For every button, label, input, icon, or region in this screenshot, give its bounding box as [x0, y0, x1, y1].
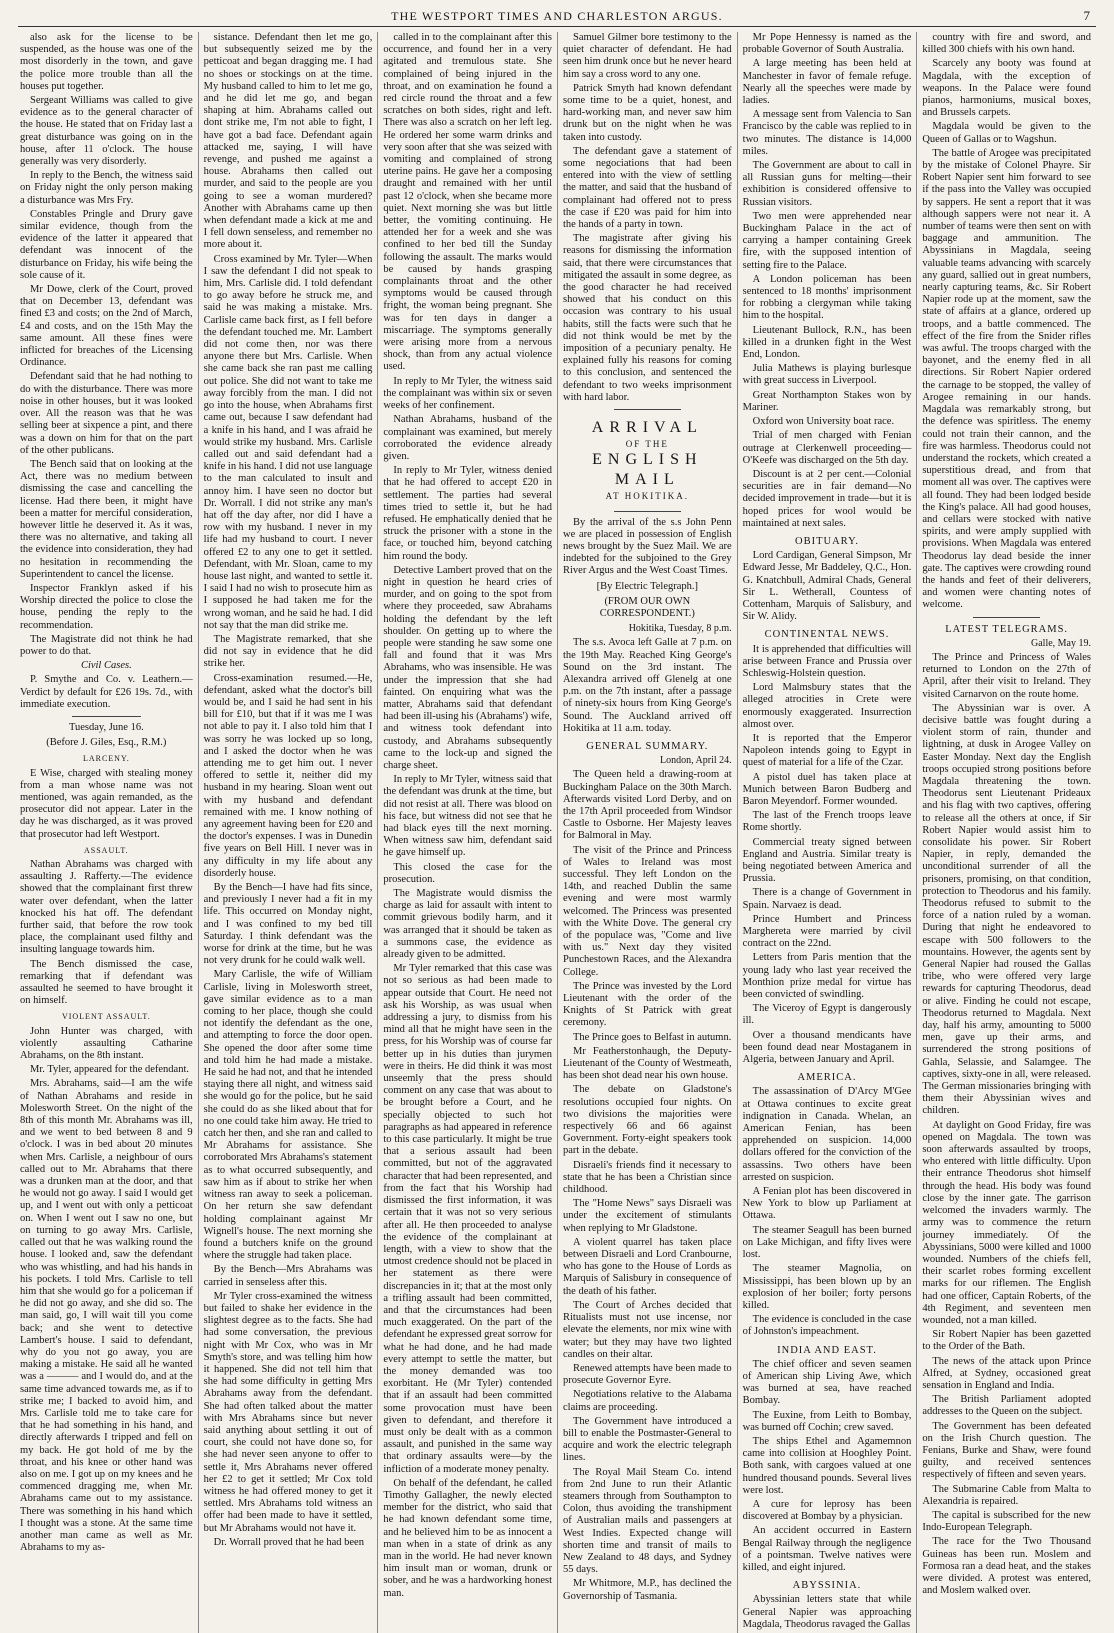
paragraph: Negotiations relative to the Alabama claims are proceeding.	[563, 1389, 732, 1413]
paragraph: Samuel Gilmer bore testimony to the quiet character of defendant. He had seen him drunk once but he never heard him say a cross word to any one.	[563, 32, 732, 80]
paragraph: The evidence is concluded in the case of Johnston's impeachment.	[742, 1314, 912, 1338]
paragraph: Magdala would be given to the Queen of Gallas or to Wagshun.	[922, 121, 1091, 145]
paragraph: There is a change of Government in Spain. Narvaez is dead.	[742, 887, 912, 911]
section-heading-continental-news: CONTINENTAL NEWS.	[764, 629, 890, 641]
paragraph: P. Smythe and Co. v. Leathern.—Verdict by default for £26 19s. 7d., with immediate execution.	[20, 674, 193, 710]
paragraph: The Prince was invested by the Lord Lieutenant with the order of the Knights of St Patrick with great ceremony.	[563, 980, 732, 1029]
column-6	[916, 32, 1096, 1633]
article-columns	[18, 32, 1096, 1630]
paragraph: Dr. Worrall proved that he had been	[213, 1536, 364, 1548]
paragraph: A message sent from Valencia to San Francisco by the cable was replied to in two minutes. The distance is 14,000 miles.	[742, 109, 912, 157]
section-heading-larceny: LARCENY.	[82, 754, 130, 764]
paragraph: The last of the French troops leave Rome shortly.	[742, 810, 912, 834]
paragraph: Nathan Abrahams was charged with assaulting J. Rafferty.—The evidence showed that the complainant first threw water over defendant, when the latter knocked his hat off. The defendant further said, that before the row took place, the complainant used filthy and insulting language towards him.	[20, 859, 193, 956]
divider	[72, 716, 141, 717]
section-heading-civil-cases: Civil Cases.	[80, 660, 132, 672]
paragraph: Commercial treaty signed between England and Austria. Similar treaty is being negotiated between America and Prussia.	[742, 836, 912, 885]
paragraph: Defendant said that he had nothing to do with the disturbance. There was more noise in other houses, but it was looked over. All the reason was that he was selling beer at sixpence a pint, and there was a down on him for that on the part of the other publicans.	[20, 371, 193, 456]
correspondent-note: (FROM OUR OWN CORRESPONDENT.)	[599, 595, 695, 619]
page-number: 7	[1083, 8, 1090, 23]
paragraph: Lord Cardigan, General Simpson, Mr Edward Jesse, Mr Baddeley, Q.C., Hon. G. Knatchbull, Admiral Chads, General Sir L. Wetherall, Countess of Cottenham, Marquis of Salisbury, and Sir W. Alidy.	[742, 550, 912, 623]
paragraph: It is apprehended that difficulties will arise between France and Prussia over Schleswig-Holstein question.	[742, 643, 912, 679]
paragraph: Inspector Franklyn asked if his Worship directed the police to close the house, pending the reply to the recommendation.	[20, 582, 193, 631]
paragraph: The Government are about to call in all Russian guns for melting—their exhibition is considered offensive to Russian visitors.	[742, 160, 912, 208]
column-4	[557, 32, 737, 1633]
column-3	[377, 32, 557, 1633]
paragraph: Mrs. Abrahams, said—I am the wife of Nathan Abrahams and reside in Molesworth Street. On the night of the 8th of this month Mr. Abrahams was ill, and we went to bed between 8 and 9 o'clock. I was in bed about 20 minutes when Mrs. Carlisle, a neighbour of ours called out to Mr. Abrahams that there was a drunken man at the door, and that he would not go away. I said I would get up, and I went out with only a petticoat on. When I went out I saw no one, but on turning to go away Mrs. Carlisle, called out that he was walking round the house. I looked and, saw the defendant who was whistling, and had his hands in his pockets. I told Mrs. Carlisle to tell him that she would go for a policeman if he did not go away, and she did so. The man said, go, I will wait till you come back; and she went to detective Lambert's house. I said to defendant, why do you not go away, you are making a mistake. He said all he wanted was a ——— and I would do, and at the same time advanced towards me, as if to strike me; I backed to avoid him, and Mrs. Carlisle told me to take care for that he had something in his hand, and directly afterwards I tripped and fell on my back. He got hold of me by the throat, and his knee or other hand was also on me. I got up on my knees and he commenced dragging me, when Mr. Abrahams came out to my assistance. There was something in his hand which I thought was a stone. At the same time another man came as well as Mr. Abrahams to my as-	[20, 1078, 193, 1554]
paragraph: The Prince and Princess of Wales returned to London on the 27th of April, after their visit to Ireland. They visited Carnarvon on the route home.	[922, 651, 1091, 700]
section-heading-general-summary: GENERAL SUMMARY.	[586, 740, 709, 752]
column-5	[737, 32, 917, 1633]
paragraph: The Viceroy of Egypt is dangerously ill.	[742, 1003, 912, 1027]
paragraph: A London policeman has been sentenced to 18 months' imprisonment for robbing a clergyman while taking him to the hospital.	[742, 273, 912, 322]
masthead	[18, 6, 1096, 27]
paragraph: The Magistrate remarked, that she did not say in evidence that he did strike her.	[203, 633, 373, 670]
section-heading-assault: ASSAULT.	[83, 845, 129, 855]
section-heading-violent-assault: VIOLENT ASSAULT.	[61, 1012, 151, 1022]
divider	[614, 409, 681, 410]
paragraph: A large meeting has been held at Manchester in favor of female refuge. Nearly all the speeches were made by ladies.	[742, 58, 912, 107]
paragraph: also ask for the license to be suspended, as the house was one of the most disorderly in the town, and gave the police more trouble than all the houses put together.	[20, 32, 193, 92]
section-heading-abyssinia: ABYSSINIA.	[792, 1580, 862, 1592]
paragraph: The Euxine, from Leith to Bombay, was burned off Cochin; crew saved.	[742, 1409, 912, 1433]
date-heading: Tuesday, June 16.	[68, 721, 144, 733]
paragraph: At daylight on Good Friday, fire was opened on Magdala. The town was soon afterwards assaulted by troops, who entered with little difficulty. Upon their entrance Theodorus shot himself through the head. His body was found close by the inner gate. The garrison welcomed the invaders warmly. The army was to commence the return journey immediately. Of the Abyssinians, 5000 were killed and 1000 wounded. Numbers of the chiefs fell, their scarlet robes forming excellent marks for our riflemen. The English had one officer, Captain Roberts, of the 4th Regiment, and seventeen men wounded, not a man killed.	[922, 1119, 1091, 1326]
paragraph: In reply to Mr Tyler, witness said that the defendant was drunk at the time, but did not resist at all. There was blood on his face, but witness did not see that he had black eyes till the next morning. When witness saw him, defendant said he gave himself up.	[383, 774, 552, 859]
paragraph: This closed the case for the prosecution.	[383, 861, 552, 885]
paragraph: John Hunter was charged, with violently assaulting Catharine Abrahams, on the 8th instant.	[20, 1025, 193, 1062]
column-1	[18, 32, 198, 1633]
paragraph: The s.s. Avoca left Galle at 7 p.m. on the 19th May. Reached King George's Sound on the 3rd instant. The Alexandra arrived off Glenelg at one p.m. on the 7th instant, after a passage of ninety-six hours from King George's Sound. The Auckland arrived off Hokitika at 11 a.m. today.	[563, 637, 732, 734]
arrival-english-mail: ENGLISH MAIL	[592, 451, 703, 489]
paragraph: Renewed attempts have been made to prosecute Governor Eyre.	[563, 1362, 732, 1387]
paragraph: Mr Featherstonhaugh, the Deputy-Lieutenant of the County of Westmeath, has been shot dead near his own house.	[563, 1045, 732, 1082]
paragraph: The British Parliament adopted addresses to the Queen on the subject.	[922, 1394, 1091, 1418]
paragraph: By the arrival of the s.s John Penn we are placed in possession of English news brought by the Suez Mail. We are indebted for the subjoined to the Grey River Argus and the West Coast Times.	[563, 516, 732, 577]
paragraph: An accident occurred in Eastern Bengal Railway through the negligence of a pointsman. Twelve natives were killed, and eight injured.	[742, 1525, 912, 1573]
paragraph: Two men were apprehended near Buckingham Palace in the act of carrying a hamper containing Greek fire, with the supposed intention of setting fire to the Palace.	[742, 210, 912, 271]
paragraph: The Magistrate did not think he had power to do that.	[20, 633, 193, 657]
arrival-location: AT HOKITIKA.	[605, 491, 689, 502]
paragraph: Mr Tyler cross-examined the witness but failed to shake her evidence in the slightest degree as to the facts. She had had some conversation, the previous night with Mr Cox, who was in Mr Smyth's store, and was telling him how it happened. She did not tell him that she had some difficulty in getting Mrs Abrahams away from the defendant. She had often talked about the matter with Mrs Abrahams since but never said anything about settling it out of court, she could not have done so, for she had never seen anyone to offer to settle it, Mrs Abrahams never offered her £2 to get it settled; Mr Cox told witness he had offered money to get it settled. Mrs Abrahams told witness an offer had been made to have it settled, but Mr Abrahams would not have it.	[203, 1290, 373, 1534]
paragraph: Sergeant Williams was called to give evidence as to the general character of the house. He stated that on Friday last a great disturbance was going on in the house, after 11 o'clock. The house generally was very disorderly.	[20, 95, 193, 168]
paragraph: Constables Pringle and Drury gave similar evidence, though from the evidence of the latter it appeared that defendant was innocent of the disturbance on Friday, his wife being the sole cause of it.	[20, 208, 193, 281]
magistrate-line: (Before J. Giles, Esq., R.M.)	[46, 737, 167, 749]
paragraph: In reply to Mr Tyler, witness denied that he had offered to accept £20 in settlement. The parties had several times tried to settle it, but he had refused. He emphatically denied that he struck the prisoner with a stone in the face, or touched him, beyond catching him round the body.	[383, 465, 552, 562]
divider	[973, 617, 1040, 618]
paragraph: The Bench said that on looking at the Act, there was no medium between dismissing the case and cancelling the license. Had there been, it might have been a matter for merciful consideration, however little he deserved it. As it was, there was no alternative, and taking all the evidence into consideration, they had no hesitation in recommending the Superintendent to cancel the license.	[20, 458, 193, 580]
paragraph: Mr Whitmore, M.P., has declined the Governorship of Tasmania.	[563, 1578, 732, 1602]
paragraph: Letters from Paris mention that the young lady who last year received the Monthion prize medal for virtue has been convicted of swindling.	[742, 952, 912, 1001]
section-heading-latest-telegrams: LATEST TELEGRAMS.	[945, 623, 1069, 635]
paragraph: On behalf of the defendant, he called Timothy Gallagher, the newly elected member for the district, who said that he had known defendant some time, and he believed him to be as innocent a man when in a state of drink as any man in the world. He had never known him insult man or woman, drunk or sober, and he was a hardworking honest man.	[383, 1477, 552, 1599]
paragraph: Oxford won University boat race.	[752, 416, 895, 428]
paragraph: In reply to the Bench, the witness said on Friday night the only person making a disturbance was Mrs Fry.	[20, 170, 193, 206]
paragraph: Lieutenant Bullock, R.N., has been killed in a drunken fight in the West End, London.	[742, 324, 912, 361]
paragraph: The battle of Arogee was precipitated by the mistake of Colonel Phayre. Sir Robert Napier sent him forward to see if the pass into the Valley was occupied by sappers. He sent a report that it was although sappers were not near it. A number of teams were then sent on with baggage and ammunition. The Abyssinians in Magdala, seeing valuable teams advancing with scarcely any guard, sallied out in great numbers, nearly capturing teams, &c. Sir Robert Napier rode up at the moment, saw the state of affairs at a glance, ordered up troops, and a battle commenced. The effect of the fire from the Snider rifles was awful. The troops charged with the bayonet, and the enemy fled in all directions. Sir Robert Napier ordered the carnage to be stopped, the valley of Arogee remaining in our hands. Magdala was remarkably strong, but the defence was spiritless. The enemy could not train their cannon, and the fire was harmless. Theodorus could not understand the rockets, which created a superstitious dread, and from that moment all was over. The captives were all found. They had been lodged beside the King's palace. All had good houses, and cellars were stocked with native spirits, and were amply supplied with provisions. When Magdala was entered Theodorus lay dead beside the inner gate. The captives were crowding round the hands and feet of their deliverers, and women were chanting notes of welcome.	[922, 147, 1091, 611]
dateline: London, April 24.	[659, 755, 732, 767]
paragraph: The chief officer and seven seamen of American ship Living Awe, which was burned at sea, have reached Bombay.	[742, 1358, 912, 1407]
paragraph: Mr Pope Hennessy is named as the probable Governor of South Australia.	[742, 32, 912, 56]
paragraph: Julia Mathews is playing burlesque with great success in Liverpool.	[742, 363, 912, 387]
paragraph: Trial of men charged with Fenian outrage at Clerkenwell proceeding—O'Keefe was discharged on the 5th day.	[742, 430, 912, 466]
paragraph: Detective Lambert proved that on the night in question he heard cries of murder, and on going to the spot from where they proceeded, saw Abrahams holding the defendant by the left shoulder. On getting up to where the people were standing he saw some one fall and found that it was Mrs Abrahams, who was insensible. He was under the impression that she had fainted. On enquiring what was the matter, Abrahams said that defendant had been ill-using his (Abrahams') wife, and witness took defendant into custody, and Abrahams subsequently came to the lock-up and signed the charge sheet.	[383, 564, 553, 771]
paragraph: Cross examined by Mr. Tyler—When I saw the defendant I did not speak to him, Mrs. Carlisle did. I told defendant to go away before he struck me, and said he was making a mistake. Mrs. Carlisle came back first, as I fell before the defendant touched me. Mr. Lambert did not come then, nor was there anyone there but Mrs. Carlisle. When she came back she ran past me calling out police. She did not want to take me away forcibly from the man. I did not go into the house, when Abrahams first came out, because I saw defendant had a knife in his hand, and I was afraid he would strike my husband. Mrs. Carlisle called out and said defendant had a knife in his hand. I did not use language to the man calculated to insult and annoy him. I have seen no doctor but Dr. Worrall. I did not strike any man's hat off the day after, nor did I have a row with my husband. I never in my life had my husband to court. I never offered £2 to any one to get it settled. Defendant, with Mr. Sloan, came to my house last night, and wanted to settle it. I said I had no wish to prosecute him as I supposed he had taken me for the wrong woman, and he said he had. I did not say that the man did strike me.	[203, 253, 373, 631]
paragraph: country with fire and sword, and killed 300 chiefs with his own hand.	[922, 32, 1091, 56]
paragraph: The visit of the Prince and Princess of Wales to Ireland was most successful. They left London on the 14th, and reached Dublin the same evening and were most warmly welcomed. The Princess was presented with the White Dove. The general cry of the populace was, "Come and live with us." Next day they visited Punchestown Races, and the Alexandra College.	[563, 844, 732, 978]
section-heading-america: AMERICA.	[797, 1072, 857, 1084]
paragraph: Patrick Smyth had known defendant some time to be a quiet, honest, and hard-working man, and never saw him drunk but on the night when he was taken into custody.	[563, 82, 732, 143]
paragraph: The ships Ethel and Agamemnon came into collision at Hooghley Point. Both sank, with cargoes valued at one hundred thousand pounds. Several lives were lost.	[742, 1435, 912, 1496]
paragraph: Mr. Tyler, appeared for the defendant.	[30, 1064, 190, 1076]
arrival-of-the: OF THE	[625, 439, 669, 450]
paragraph: A cure for leprosy has been discovered at Bombay by a physician.	[742, 1498, 912, 1523]
paragraph: sistance. Defendant then let me go, but subsequently seized me by the petticoat and began dragging me. I had no shoes or stockings on at the time. My husband called to him to let me go, and he did let me go, and began shaping at him. Abrahams called out dont strike me, I'm not able to fight, I have got a bad face. Defendant again attacked me, saying, I will have revenge, and pushed me against a house. Abrahams then called out murder, and said to the people are you going to see a woman murdered? Another with Abrahams came up then when defendant made a kick at me and I fell down senseless, and remember no more about it.	[203, 32, 373, 251]
paragraph: The Bench dismissed the case, remarking that if defendant was assaulted he seemed to have brought it on himself.	[20, 958, 193, 1007]
paragraph: The Queen held a drawing-room at Buckingham Palace on the 30th March. Afterwards visited Lord Derby, and on the 17th April proceeded from Windsor Castle to Osborne. Her Majesty leaves for Balmoral in May.	[563, 769, 732, 842]
section-heading-india-and-east: INDIA AND EAST.	[777, 1344, 877, 1356]
paragraph: The debate on Gladstone's resolutions occupied four nights. On two divisions the majorities were respectively 66 and 66 against Government. Forty-eight speakers took part in the debate.	[563, 1084, 732, 1157]
arrival-title: ARRIVAL	[591, 419, 703, 437]
paragraph: By the Bench—I have had fits since, and previously I never had a fit in my life. This occurred on Monday night, and I was confined to my bed till Saturday. I think defendant was the worse for drink at the time, but he was not very drunk for he could walk well.	[203, 882, 373, 967]
paragraph: The news of the attack upon Prince Alfred, at Sydney, occasioned great sensation in England and India.	[922, 1355, 1091, 1391]
paragraph: Great Northampton Stakes won by Mariner.	[742, 389, 912, 413]
paragraph: The steamer Seagull has been burned on Lake Michigan, and fifty lives were lost.	[742, 1224, 912, 1261]
paragraph: Mary Carlisle, the wife of William Carlisle, living in Molesworth street, gave similar evidence as to a man coming to her place, though she could not identify the defendant as the one, and attempting to force the door open. She opened the door after some time and told him he had made a mistake. He said he had not, and that he intended staying there all night, and witness said she would go for the police, but he said she could do as she liked about that for no one could take him away. He tried to catch her then, and she ran and called to Mr Abrahams for assistance. She corroborated Mrs Abrahams's statement as to what occurred subsequently, and saw him as if about to strike her when witness ran away to seek a policeman. On her return she saw defendant holding complainant against Mr Wignell's house. The next morning she found a butchers knife on the ground where the struggle had taken place.	[203, 969, 373, 1262]
paragraph: A Fenian plot has been discovered in New York to blow up Parliament at Ottawa.	[742, 1186, 912, 1222]
paragraph: Mr Dowe, clerk of the Court, proved that on December 13, defendant was fined £3 and costs; on the 2nd of March, £4 and costs, and on the 15th May the same amount. All these fines were inflicted for breaches of the Licensing Ordinance.	[20, 284, 193, 369]
paragraph: By the Bench—Mrs Abrahams was carried in senseless after this.	[203, 1264, 373, 1288]
newspaper-title: THE WESTPORT TIMES AND CHARLESTON ARGUS.	[391, 8, 723, 23]
paragraph: A pistol duel has taken place at Munich between Baron Budberg and Baron Meyendorf. Former wounded.	[742, 771, 912, 807]
paragraph: E Wise, charged with stealing money from a man whose name was not mentioned, was again remanded, as the prosecutor did not appear. Later in the day he was discharged, as it was proved that prosecutor had left Westport.	[20, 767, 193, 840]
paragraph: The race for the Two Thousand Guineas has been run. Moslem and Formosa ran a dead heat, and the stakes were divided. A protest was entered, and Moslem walked over.	[922, 1536, 1091, 1597]
paragraph: The Royal Mail Steam Co. intend from 2nd June to run their Atlantic steamers through from Southampton to Colon, thus avoiding the transhipment of Australian mails and passengers at West Indies. Expected change will shorten time and transit of mails to New Zealand to 48 days, and Sydney 55 days.	[563, 1466, 732, 1576]
paragraph: The "Home News" says Disraeli was under the excitement of stimulants when replying to Mr Gladstone.	[563, 1198, 732, 1234]
paragraph: The defendant gave a statement of some negociations that had been entered into with the view of settling the matter, and said that the husband of complainant had offered not to press the case if £20 was paid for him into the hands of a party in town.	[563, 145, 732, 231]
paragraph: The Government has been defeated on the Irish Church question. The Fenians, Burke and Shaw, were found guilty, and received sentences respectively of fifteen and seven years.	[922, 1420, 1091, 1481]
dateline: Galle, May 19.	[1031, 637, 1091, 649]
paragraph: Disraeli's friends find it necessary to state that he has been a Christian since childhood.	[563, 1159, 732, 1196]
dateline: Hokitika, Tuesday, 8 p.m.	[628, 623, 732, 635]
paragraph: called in to the complainant after this occurrence, and found her in a very agitated and tremulous state. She complained of being injured in the throat, and on examination he found a red circle round the throat and a few scratches on both sides, right and left. There was also a scratch on her left leg. He ordered her some warm drinks and very soon after that she was seized with vomiting and complained of strong uterine pains. He gave her a composing draught and remained with her until past 12 o'clock, when she became more quiet. Next morning she was but little better, the vomiting continuing. He attended her for a week and she was confined to her bed till the Sunday following the assault. The marks would be caused by hands grasping complainants throat and the other symptoms would be caused through fright, the woman being pregnant. She was for ten days in danger a miscarriage. The symptoms generally were arising more from a nervous shock, than from any actual violence used.	[383, 32, 552, 373]
paragraph: The Magistrate would dismiss the charge as laid for assault with intent to commit grievous bodily harm, and it was arranged that it should be taken as a summons case, the evidence as already given to be admitted.	[383, 888, 552, 961]
paragraph: The Prince goes to Belfast in autumn.	[573, 1031, 732, 1043]
paragraph: The steamer Magnolia, on Mississippi, has been blown up by an explosion of her boiler; forty persons killed.	[742, 1263, 912, 1311]
paragraph: The Court of Arches decided that Ritualists must not use incense, nor elevate the elements, nor mix wine with water; but they may have two lighted candles on their altar.	[563, 1299, 732, 1360]
paragraph: The magistrate after giving his reasons for dismissing the information said, that there were circumstances that mitigated the assault in some degree, as the good character he had received showed that his conduct on this occasion was contrary to his usual habits, still the facts were such that he did not think would be met by the imposition of a pecuniary penalty. He explained fully his reasons for coming to this conclusion, and sentenced the defendant to two weeks imprisonment with hard labor.	[563, 233, 732, 403]
paragraph: Mr Tyler remarked that this case was not so serious as had been made to appear outside that Court. He need not ask his Worship, as was usual when addressing a jury, to dismiss from his mind all that he might have seen in the press, for his Worship was of course far better up in his duties than jurymen were in theirs. He did think it was most unseemly that the press should comment on any case that was about to be brought before a Court, and he specially objected to such hot paragraphs as had appeared in reference to this case particularly. It might be true that a serious assault had been committed, but not of the aggravated character that had been represented, and from the fact that his Worship had dismissed the first information, it was certain that it was not so very serious after all. He then proceeded to analyse the evidence of the complainant at length, with a view to show that the utmost credence should not be placed in her statement as there were discrepancies in it; that at the most only a trifling assault had been committed, and that the circumstances had been much exaggerated. On the part of the defendant he expressed great sorrow for what he had done, and he had made every attempt to settle the matter, but the money demanded was too exorbitant. He (Mr Tyler) contended that if an assault had been committed some provocation must have been given to defendant, and therefore it must only be dealt with as a common assault, and punished in the same way that ordinary assaults were—by the infliction of a moderate money penalty.	[383, 963, 552, 1475]
paragraph: The assassination of D'Arcy M'Gee at Ottawa continues to excite great indignation in Canada. Whelan, an American Fenian, has been apprehended on suspicion. 14,000 dollars offered for the conviction of the assassins. Two others have been arrested on suspicion.	[742, 1086, 912, 1183]
section-heading-obituary: OBITUARY.	[795, 535, 859, 547]
paragraph: The Government have introduced a bill to enable the Postmaster-General to acquire and work the electric telegraph lines.	[563, 1415, 732, 1464]
paragraph: Over a thousand mendicants have been found dead near Mostaganem in Algeria, between January and April.	[742, 1029, 912, 1066]
column-2	[198, 32, 378, 1633]
paragraph: Prince Humbert and Princess Marghereta were married by civil contract on the 22nd.	[742, 913, 912, 950]
telegraph-note: [By Electric Telegraph.]	[596, 580, 699, 592]
paragraph: It is reported that the Emperor Napoleon intends going to Egypt in quest of material for a life of the Czar.	[742, 732, 912, 769]
paragraph: The capital is subscribed for the new Indo-European Telegraph.	[922, 1509, 1091, 1534]
paragraph: Abyssinian letters state that while General Napier was approaching Magdala, Theodorus ravaged the Gallas	[742, 1594, 912, 1630]
paragraph: Cross-examination resumed.—He, defendant, asked what the doctor's bill would be, and I said he had sent in his bill for £10, but that if it was me I was not able to pay it. I also told him that I was sorry he was locked up so long, and I asked the doctor when he was attending me to get him out. I never offered to settle it, neither did my husband in my hearing. Sloan went out with my husband and defendant remained with me. I know nothing of any agreement having been for £20 and the doctor's expenses. I was in Dunedin five years on Bell Hill. I never was in any difficulty in my life about any disorderly house.	[203, 672, 373, 879]
paragraph: A violent quarrel has taken place between Disraeli and Lord Cranbourne, who has gone to the House of Lords as Marquis of Salisbury in consequence of the death of his father.	[563, 1236, 732, 1297]
paragraph: The Submarine Cable from Malta to Alexandria is repaired.	[922, 1483, 1091, 1507]
paragraph: Lord Malmsbury states that the alleged atrocities in Crete were enormously exaggerated. Insurrection almost over.	[742, 682, 912, 730]
paragraph: Discount is at 2 per cent.—Colonial securities are in fair demand—No decided improvement in trade—but it is hoped prices for wool would be maintained at next sales.	[742, 468, 912, 529]
paragraph: The Abyssinian war is over. A decisive battle was fought during a violent storm of rain, thunder and lightning, at dusk in Arogee Valley on Easter Monday. Next day the English troops occupied strong positions before Magdala threatening the town. Theodorus sent Lieutenant Prideaux and his flag with two captives, offering to release all the others at once, if Sir Robert Napier would assist him to consolidate his power. Sir Robert Napier, in reply, demanded the unconditional surrender of all the prisoners, promising, on that condition, protection to Theodorus and his family. Theodorus refused to submit to the force of a nation ruled by a woman. During that night he endeavored to escape with 500 followers to the mountains. However, the agents sent by General Napier had roused the Gallas tribe, who were offered very large rewards for capturing Theodorus, dead or alive. Finding he could not escape, Theodorus returned to Magdala. Next day, half his army, amounting to 5000 men, gave up their arms, and surrendered the strong positions of Gahla, Selassie, and Salamgee. The captives, sixty-one in all, were released. The German missionaries bringing with them their Abyssinian wives and children.	[922, 702, 1091, 1117]
paragraph: Sir Robert Napier has been gazetted to the Order of the Bath.	[922, 1329, 1091, 1353]
arrival-heading	[563, 418, 732, 502]
paragraph: Scarcely any booty was found at Magdala, with the exception of weapons. In the Palace were found pianos, harmoniums, musical boxes, and Brussels carpets.	[922, 58, 1091, 119]
paragraph: Nathan Abrahams, husband of the complainant was examined, but merely corroborated the evidence already given.	[383, 414, 552, 462]
paragraph: In reply to Mr Tyler, the witness said the complainant was within six or seven weeks of her confinement.	[383, 375, 552, 412]
divider	[614, 511, 681, 512]
